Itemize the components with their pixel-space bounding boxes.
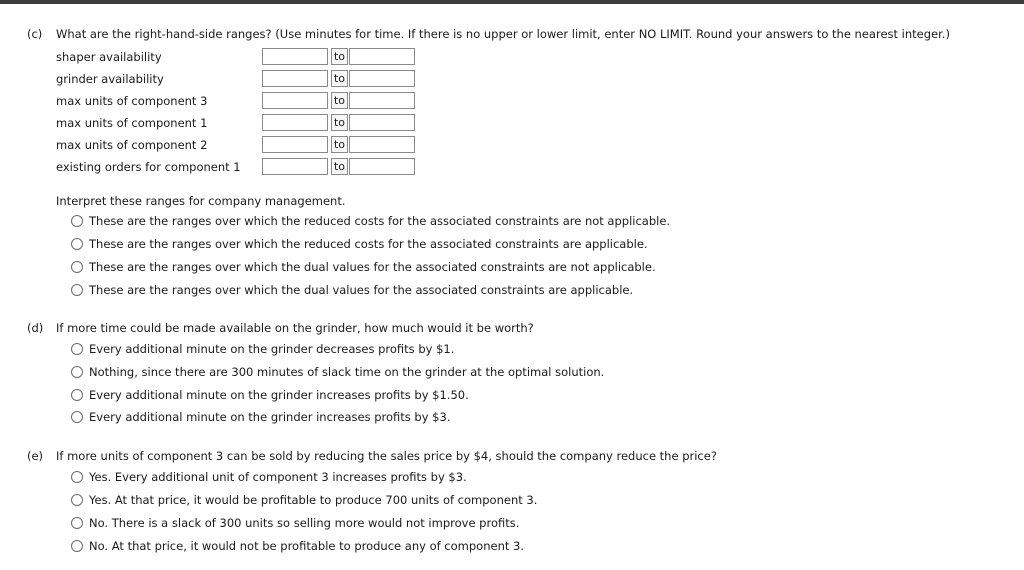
radio-button[interactable] — [71, 471, 83, 483]
existing-orders-lower-input[interactable] — [262, 158, 328, 175]
option-text: These are the ranges over which the reduced costs for the associated constraints are not applicable. — [89, 214, 671, 228]
max-comp2-upper-input[interactable] — [349, 136, 415, 153]
radio-button[interactable] — [71, 238, 83, 250]
option-text: These are the ranges over which the reduced costs for the associated constraints are applicable. — [89, 237, 648, 251]
row-label-max-comp2: max units of component 2 — [56, 138, 208, 152]
option-text: Every additional minute on the grinder decreases profits by $1. — [89, 342, 455, 356]
grinder-lower-input[interactable] — [262, 70, 328, 87]
part-d-option-1[interactable] — [71, 342, 454, 356]
row-label-max-comp1: max units of component 1 — [56, 116, 208, 130]
to-label: to — [331, 136, 348, 153]
part-c-question: What are the right-hand-side ranges? (Use minutes for time. If there is no upper or lower limit, enter NO LIMIT. Round your answers to the nearest integer.) — [56, 27, 950, 41]
part-e-option-2[interactable] — [71, 493, 537, 507]
max-comp1-upper-input[interactable] — [349, 114, 415, 131]
grinder-upper-input[interactable] — [349, 70, 415, 87]
top-border — [0, 0, 1024, 4]
max-comp3-upper-input[interactable] — [349, 92, 415, 109]
interpret-prompt: Interpret these ranges for company management. — [56, 194, 346, 208]
to-label: to — [331, 92, 348, 109]
option-text: Yes. Every additional unit of component 3 increases profits by $3. — [89, 470, 467, 484]
radio-button[interactable] — [71, 261, 83, 273]
option-text: No. There is a slack of 300 units so selling more would not improve profits. — [89, 516, 520, 530]
max-comp3-lower-input[interactable] — [262, 92, 328, 109]
radio-button[interactable] — [71, 343, 83, 355]
part-e-question: If more units of component 3 can be sold by reducing the sales price by $4, should the company reduce the price? — [56, 449, 717, 463]
max-comp1-lower-input[interactable] — [262, 114, 328, 131]
part-d-option-2[interactable] — [71, 365, 604, 379]
to-label: to — [331, 158, 348, 175]
part-d-letter: (d) — [27, 321, 44, 335]
part-e-option-4[interactable] — [71, 539, 524, 553]
row-label-existing-orders: existing orders for component 1 — [56, 160, 241, 174]
row-label-shaper: shaper availability — [56, 50, 162, 64]
row-label-grinder: grinder availability — [56, 72, 164, 86]
option-text: Every additional minute on the grinder increases profits by $3. — [89, 410, 451, 424]
part-c-option-3[interactable] — [71, 260, 656, 274]
part-c-option-1[interactable] — [71, 214, 670, 228]
option-text: No. At that price, it would not be profitable to produce any of component 3. — [89, 539, 524, 553]
radio-button[interactable] — [71, 215, 83, 227]
part-c-letter: (c) — [27, 27, 43, 41]
to-label: to — [331, 70, 348, 87]
to-label: to — [331, 114, 348, 131]
row-label-max-comp3: max units of component 3 — [56, 94, 208, 108]
to-label: to — [331, 48, 348, 65]
max-comp2-lower-input[interactable] — [262, 136, 328, 153]
shaper-lower-input[interactable] — [262, 48, 328, 65]
part-e-letter: (e) — [27, 449, 44, 463]
option-text: These are the ranges over which the dual values for the associated constraints are not applicable. — [89, 260, 656, 274]
shaper-upper-input[interactable] — [349, 48, 415, 65]
option-text: These are the ranges over which the dual values for the associated constraints are applicable. — [89, 283, 634, 297]
radio-button[interactable] — [71, 411, 83, 423]
option-text: Every additional minute on the grinder increases profits by $1.50. — [89, 388, 469, 402]
radio-button[interactable] — [71, 284, 83, 296]
part-d-option-4[interactable] — [71, 410, 450, 424]
existing-orders-upper-input[interactable] — [349, 158, 415, 175]
part-e-option-3[interactable] — [71, 516, 519, 530]
part-d-option-3[interactable] — [71, 388, 469, 402]
option-text: Nothing, since there are 300 minutes of slack time on the grinder at the optimal solution. — [89, 365, 605, 379]
part-c-option-4[interactable] — [71, 283, 633, 297]
part-d-question: If more time could be made available on the grinder, how much would it be worth? — [56, 321, 534, 335]
part-c-option-2[interactable] — [71, 237, 648, 251]
radio-button[interactable] — [71, 389, 83, 401]
radio-button[interactable] — [71, 494, 83, 506]
part-e-option-1[interactable] — [71, 470, 467, 484]
radio-button[interactable] — [71, 540, 83, 552]
option-text: Yes. At that price, it would be profitable to produce 700 units of component 3. — [89, 493, 538, 507]
radio-button[interactable] — [71, 366, 83, 378]
radio-button[interactable] — [71, 517, 83, 529]
